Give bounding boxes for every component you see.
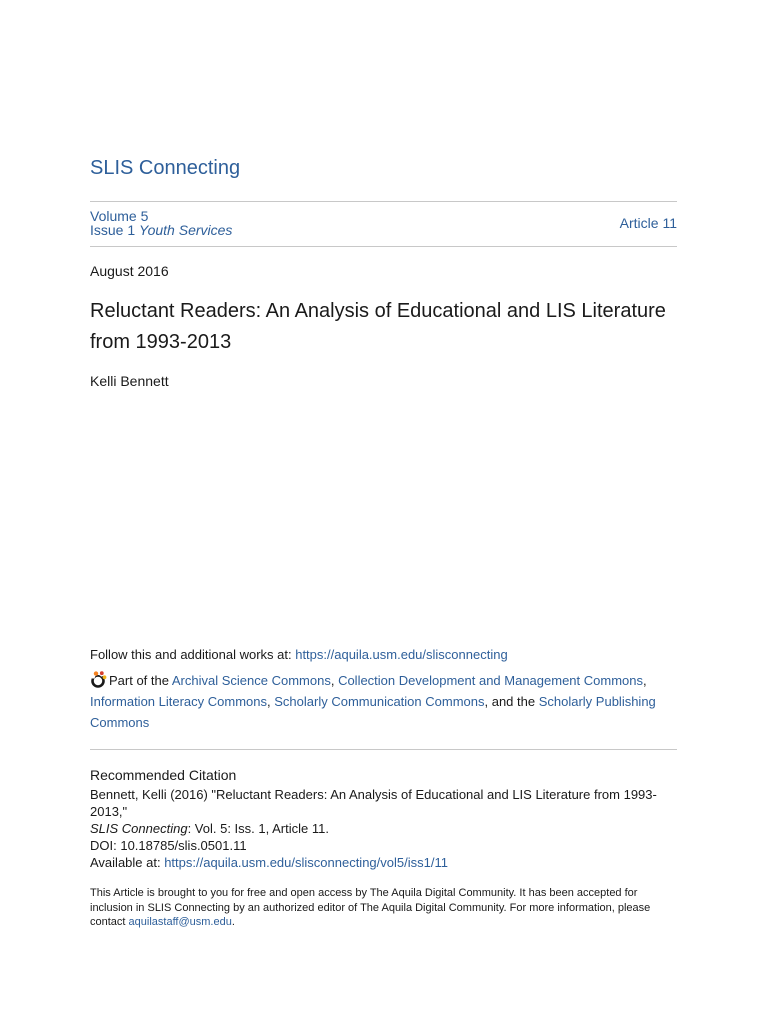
article-number-link[interactable]: Article 11 [619, 215, 677, 231]
commons-link-information-literacy[interactable]: Information Literacy Commons [90, 694, 268, 709]
part-of-commons [90, 670, 680, 733]
section-link[interactable]: Youth Services [139, 222, 233, 238]
citation-line-1: Bennett, Kelli (2016) "Reluctant Readers: An Analysis of Educational and LIS Literature from 1993-2013," [90, 787, 657, 819]
access-statement-end: . [231, 916, 235, 928]
separator: , and the [484, 694, 539, 709]
available-label: Available at: [90, 855, 165, 870]
publication-date: August 2016 [90, 263, 169, 279]
contact-email-link[interactable]: aquilastaff@usm.edu [128, 916, 232, 928]
citation-rule [90, 749, 677, 750]
volume-issue-block [90, 209, 232, 237]
part-of-prefix: Part of the [109, 673, 172, 688]
author-name: Kelli Bennett [90, 373, 169, 389]
separator: , [267, 694, 275, 709]
citation-volume-details: : Vol. 5: Iss. 1, Article 11. [187, 821, 329, 836]
commons-link-scholarly-communication[interactable]: Scholarly Communication Commons [274, 694, 485, 709]
open-access-icon [90, 671, 107, 688]
commons-link-archival-science[interactable]: Archival Science Commons [171, 673, 331, 688]
separator: , [643, 673, 647, 688]
citation-doi: DOI: 10.18785/slis.0501.11 [90, 838, 247, 853]
header-top-rule [90, 201, 677, 202]
follow-label: Follow this and additional works at: [90, 647, 296, 662]
volume-link[interactable]: Volume 5 [90, 208, 149, 224]
recommended-citation [90, 767, 680, 871]
commons-link-scholarly-publishing[interactable]: Scholarly Publishing Commons [90, 694, 656, 730]
article-title: Reluctant Readers: An Analysis of Educational and LIS Literature from 1993-2013 [90, 300, 666, 353]
header-bottom-rule [90, 246, 677, 247]
commons-link-collection-development[interactable]: Collection Development and Management Commons [338, 673, 643, 688]
citation-journal: SLIS Connecting [90, 821, 188, 836]
separator: , [330, 673, 339, 688]
citation-available [90, 854, 680, 871]
available-url-link[interactable]: https://aquila.usm.edu/slisconnecting/vol5/iss1/11 [164, 855, 448, 870]
follow-line [90, 647, 508, 662]
citation-heading: Recommended Citation [90, 767, 237, 783]
citation-line-2 [90, 820, 680, 837]
access-statement [90, 886, 680, 930]
follow-url-link[interactable]: https://aquila.usm.edu/slisconnecting [295, 647, 508, 662]
access-statement-text: This Article is brought to you for free and open access by The Aquila Digital Community. It has been accepted for inclusion in SLIS Connecting by an authorized editor of The Aquila Digital Community. For more information, please contact [90, 887, 651, 928]
journal-title-link[interactable]: SLIS Connecting [90, 157, 241, 179]
issue-link[interactable]: Issue 1 [90, 222, 136, 238]
